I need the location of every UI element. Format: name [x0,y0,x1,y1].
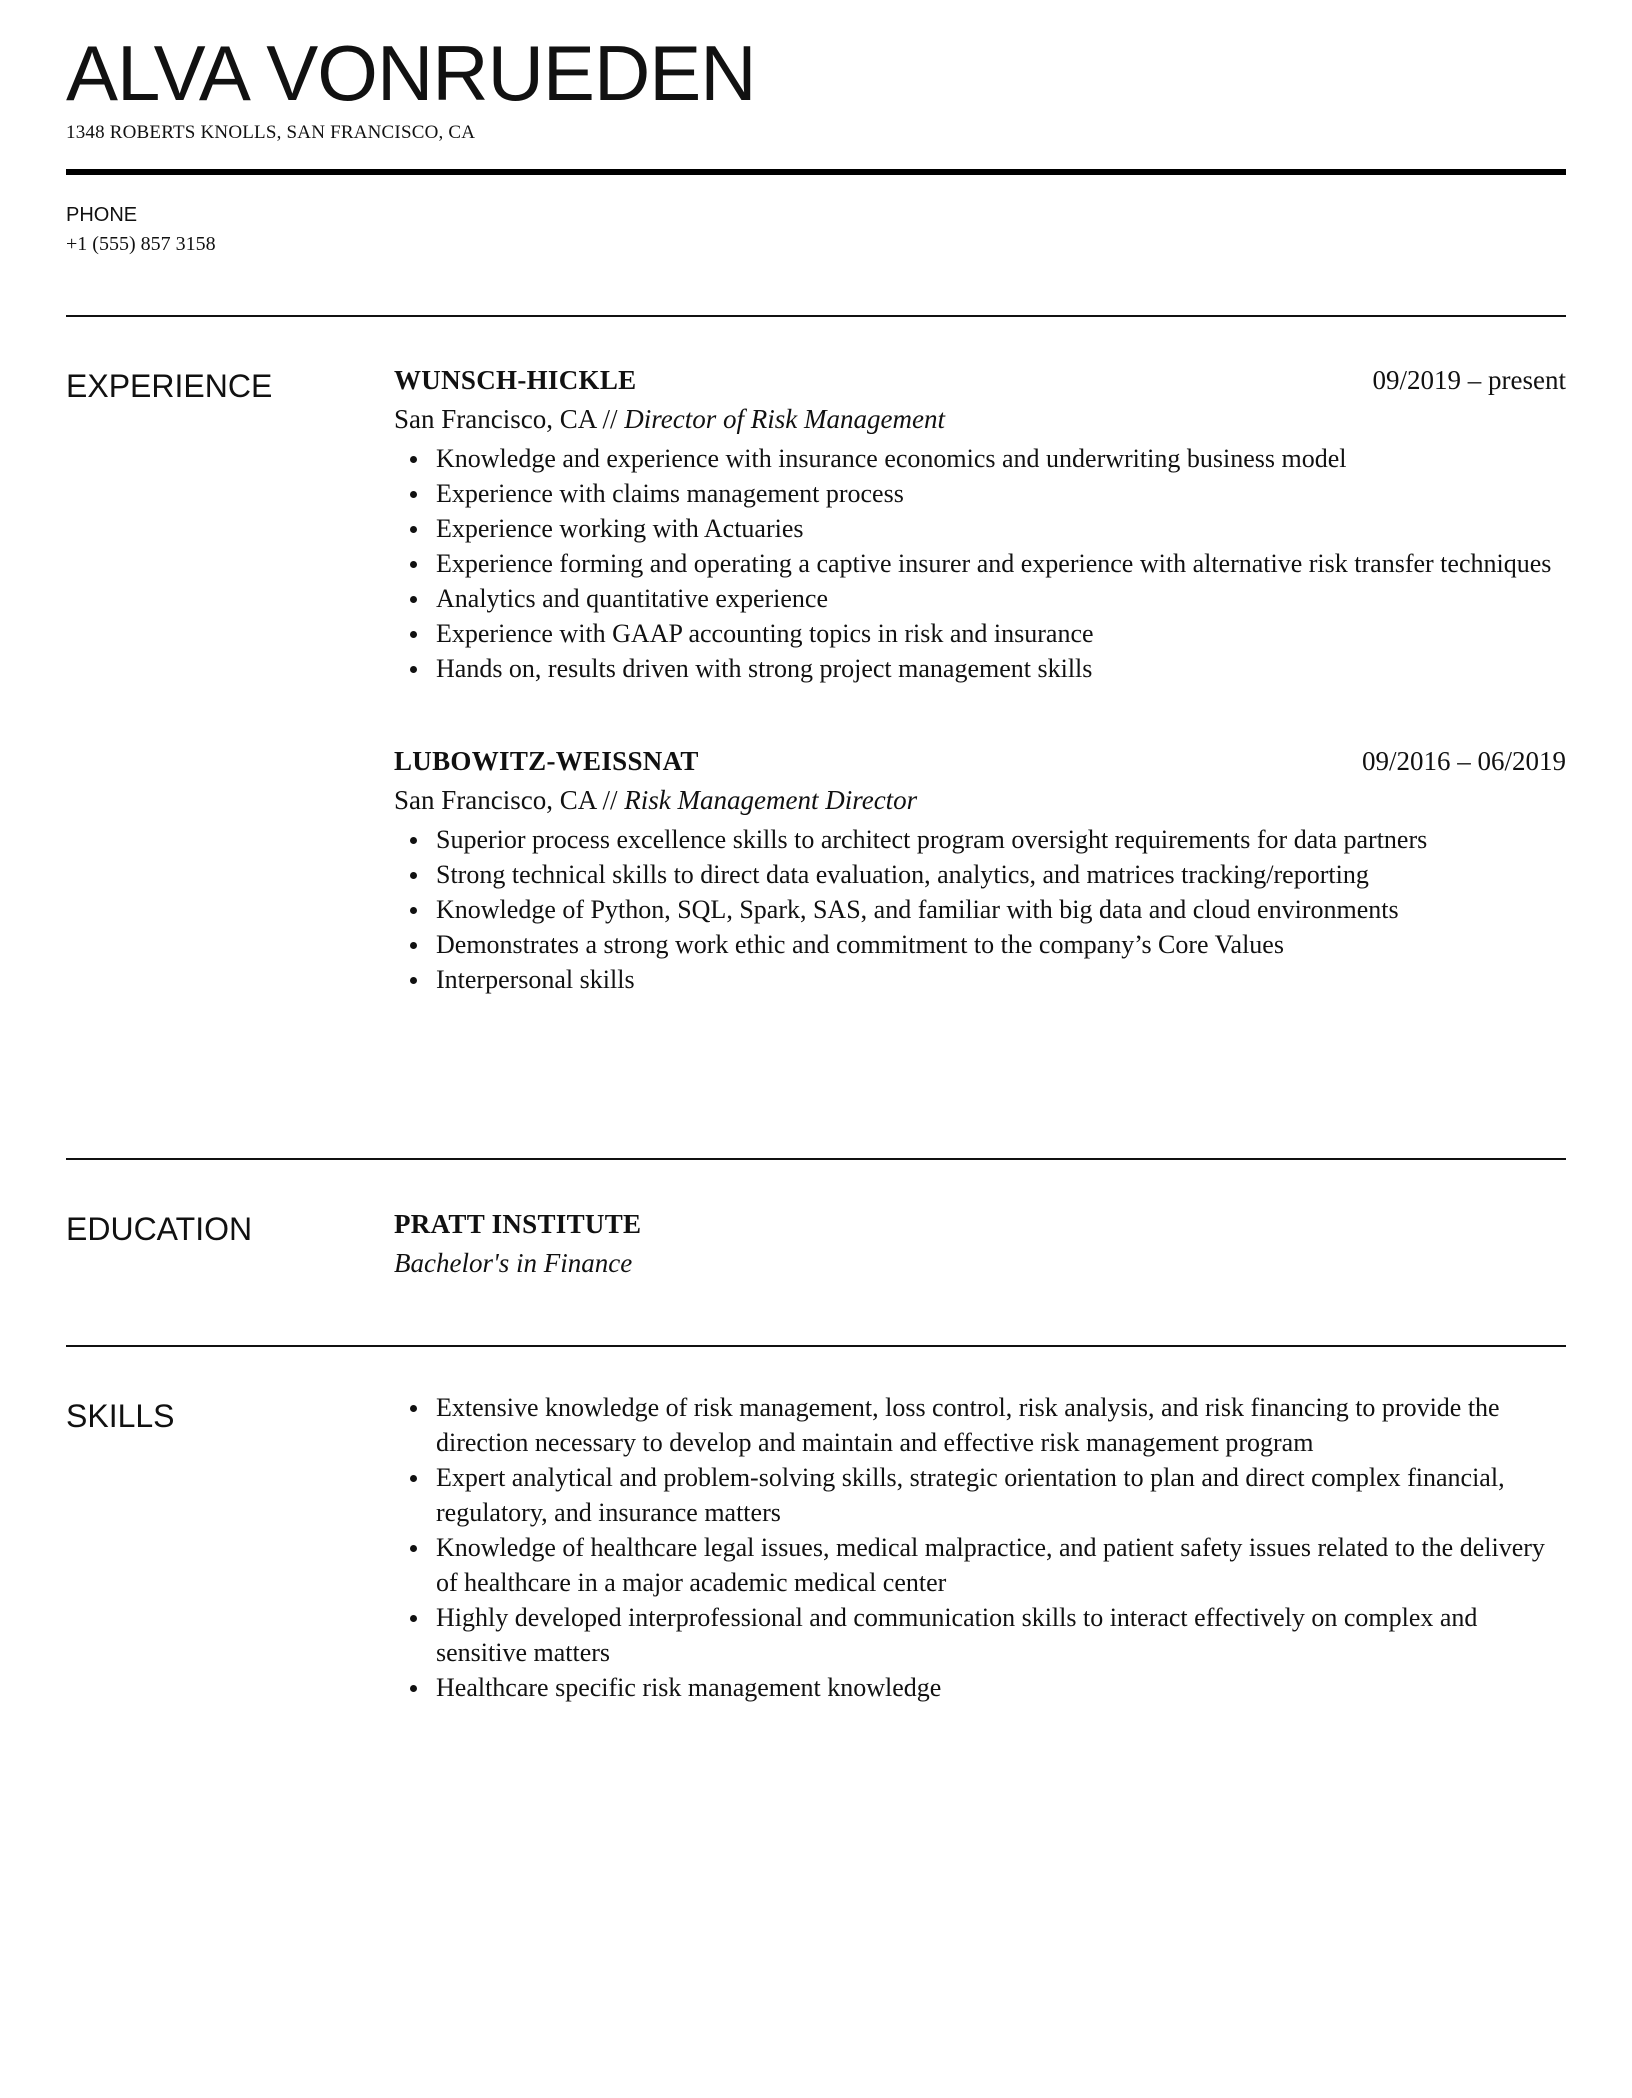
education-degree: Bachelor's in Finance [394,1248,633,1278]
job-separator: // [595,404,625,434]
education-divider [66,1345,1566,1347]
skill-item: Expert analytical and problem-solving skills, strategic orientation to plan and direct complex financial, regulatory, and insurance matters [436,1460,1566,1530]
job-role: Risk Management Director [624,785,918,815]
job-location: San Francisco, CA [394,785,596,815]
education-heading: EDUCATION [66,1211,253,1247]
job-entry [394,361,1566,686]
skills-heading: SKILLS [66,1398,175,1434]
experience-divider [66,1158,1566,1160]
skill-item: Knowledge of healthcare legal issues, medical malpractice, and patient safety issues related to the delivery of healthcare in a major academic medical center [436,1530,1566,1600]
experience-list [394,361,1566,997]
header-divider [66,169,1566,175]
candidate-name: ALVA VONRUEDEN [66,29,756,117]
job-header [394,361,1566,399]
job-entry [394,742,1566,997]
job-separator: // [595,785,625,815]
job-location: San Francisco, CA [394,404,596,434]
job-duty-item: Experience with claims management process [436,476,1566,511]
job-dates: 09/2019 – present [1372,365,1566,395]
phone-label: PHONE [66,204,138,226]
job-company: WUNSCH-HICKLE [394,365,637,395]
education-header [394,1205,1566,1243]
job-duty-item: Experience forming and operating a captive insurer and experience with alternative risk transfer techniques [436,546,1566,581]
job-subline [394,780,1566,820]
job-company: LUBOWITZ-WEISSNAT [394,746,699,776]
job-duty-item: Superior process excellence skills to architect program oversight requirements for data partners [436,822,1566,857]
skills-entry [394,1390,1566,1705]
candidate-address: 1348 ROBERTS KNOLLS, SAN FRANCISCO, CA [66,122,476,143]
job-duty-item: Hands on, results driven with strong project management skills [436,651,1566,686]
job-duty-item: Demonstrates a strong work ethic and commitment to the company’s Core Values [436,927,1566,962]
skill-item: Extensive knowledge of risk management, loss control, risk analysis, and risk financing to provide the direction necessary to develop and maintain and effective risk management program [436,1390,1566,1460]
job-duty-item: Analytics and quantitative experience [436,581,1566,616]
job-duty-item: Experience with GAAP accounting topics in risk and insurance [436,616,1566,651]
job-duties [394,822,1566,997]
skill-item: Highly developed interprofessional and communication skills to interact effectively on complex and sensitive matters [436,1600,1566,1670]
skills-list [394,1390,1566,1705]
skill-item: Healthcare specific risk management knowledge [436,1670,1566,1705]
phone-number: +1 (555) 857 3158 [66,233,216,255]
job-duties [394,441,1566,686]
job-duty-item: Knowledge of Python, SQL, Spark, SAS, and familiar with big data and cloud environments [436,892,1566,927]
job-header [394,742,1566,780]
job-duty-item: Strong technical skills to direct data evaluation, analytics, and matrices tracking/reporting [436,857,1566,892]
job-dates: 09/2016 – 06/2019 [1361,746,1566,776]
contact-divider [66,315,1566,317]
job-subline [394,399,1566,439]
education-entry [394,1205,1566,1283]
education-school: PRATT INSTITUTE [394,1209,642,1239]
job-duty-item: Interpersonal skills [436,962,1566,997]
job-duty-item: Knowledge and experience with insurance economics and underwriting business model [436,441,1566,476]
job-role: Director of Risk Management [624,404,945,434]
job-duty-item: Experience working with Actuaries [436,511,1566,546]
experience-heading: EXPERIENCE [66,368,273,404]
